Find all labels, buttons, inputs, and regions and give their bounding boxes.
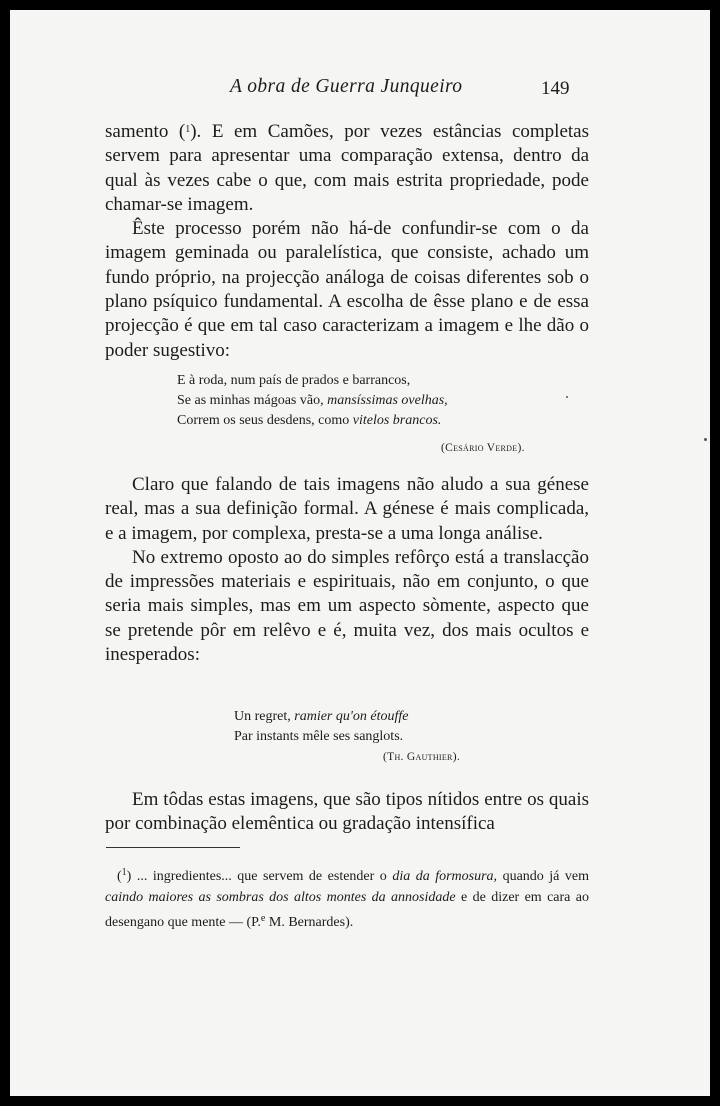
verse-line: Par instants mêle ses sanglots. [234, 729, 404, 744]
paragraph-5: Em tôdas estas imagens, que são tipos nítidos entre os quais por combinação elemêntica ou gradação intensífica [105, 789, 589, 835]
verse-quote-2 [234, 707, 408, 747]
paragraph-4: No extremo oposto ao do simples refôrço está a translacção de impressões materiais e espirituais, não em conjunto, o que seria mais simples, mas em um aspecto sòmente, aspecto que se pretende pôr em relêvo e é, muita vez, dos mais ocultos e inesperados: [105, 546, 589, 666]
paragraph-3: Claro que falando de tais imagens não aludo a sua génese real, mas a sua definição formal. A génese é mais complicada, e a imagem, por complexa, presta-se a uma longa análise. [105, 474, 589, 544]
verse-quote-1 [177, 371, 448, 431]
paragraph-block-2 [105, 473, 589, 667]
book-page [10, 10, 710, 1096]
running-title: A obra de Guerra Junqueiro [230, 76, 463, 97]
attribution-1: (Cesário Verde). [441, 442, 525, 454]
footnote-rule [106, 847, 240, 848]
attribution-2: (Th. Gauthier). [383, 751, 460, 763]
verse-line: Se as minhas mágoas vão, mansíssimas ovelhas, [177, 393, 448, 408]
paragraph-block-3 [105, 788, 589, 837]
verse-line: E à roda, num país de prados e barrancos, [177, 373, 411, 388]
speck-mark [704, 438, 707, 441]
speck-mark [566, 396, 568, 398]
page-number: 149 [541, 78, 570, 99]
footnote: ($^1$) ... ingredientes... que servem de estender o dia da formosura, quando já vem caindo maiores as sombras dos altos montes da annosidade e de dizer em cara ao desengano que mente — (P.$^e$ M. Bernardes). [105, 867, 590, 930]
paragraph-2: Êste processo porém não há-de confundir-se com o da imagem geminada ou paralelística, que consiste, achado um fundo próprio, na projecção análoga de coisas diferentes sob o plano psíquico fundamental. A escolha de êsse plano e de essa projecção é que em tal caso caracterizam a imagem e lhe dão o poder sugestivo: [105, 218, 589, 361]
verse-line: Correm os seus desdens, como vitelos brancos. [177, 413, 442, 428]
paragraph-block-1 [105, 118, 589, 363]
paragraph-1: samento ($^1$). E em Camões, por vezes estâncias completas servem para apresentar uma comparação extensa, dentro da qual às vezes cabe o que, com mais estrita propriedade, pode chamar-se imagem. [105, 121, 589, 215]
running-head [10, 76, 710, 104]
footnote-ref: 1 [185, 124, 191, 135]
verse-line: Un regret, ramier qu'on étouffe [234, 709, 409, 724]
